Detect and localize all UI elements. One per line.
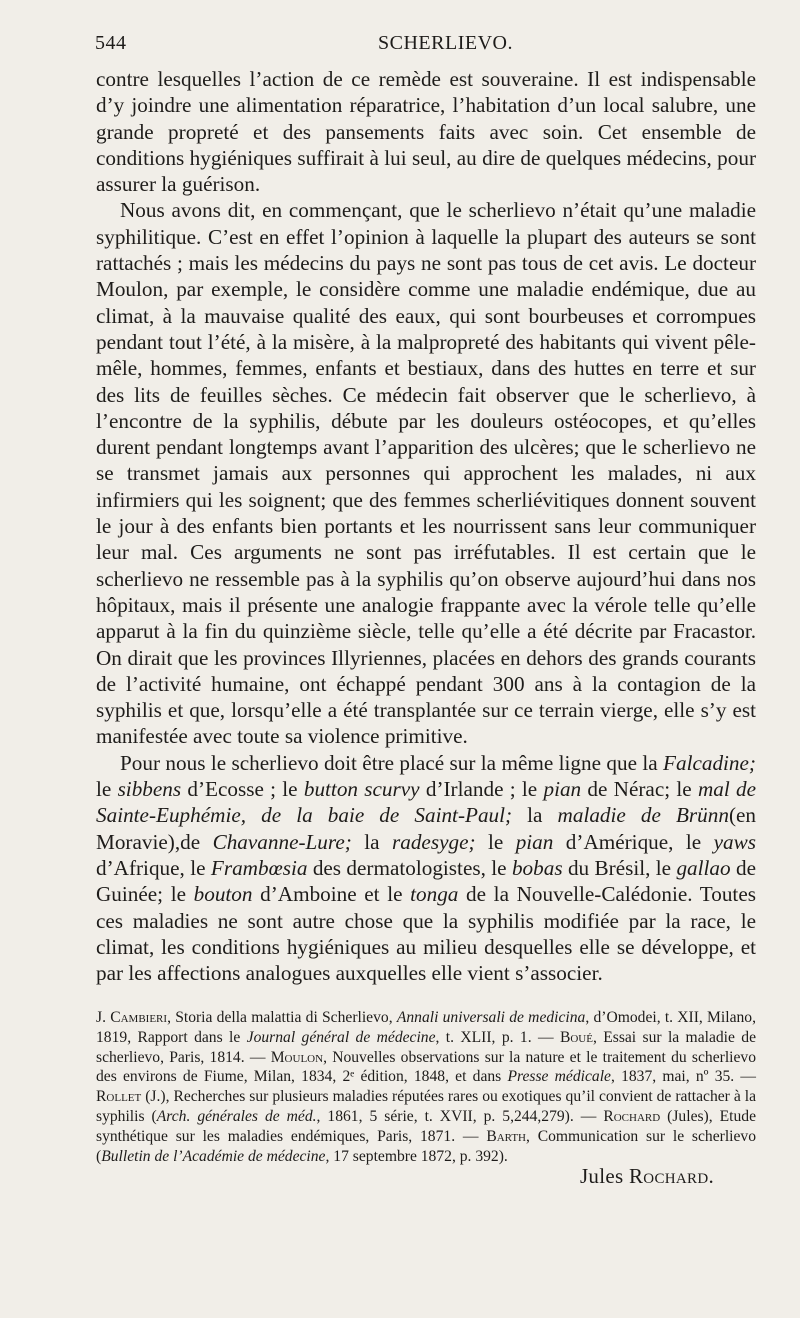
- text-run: la: [351, 829, 392, 854]
- ref-text: , 1861, 5 série, t. XVII, p. 5,244,279). —: [316, 1107, 604, 1125]
- disease-name: pian: [543, 777, 582, 802]
- ref-text: , 1837, mai, nº 35. —: [610, 1068, 756, 1086]
- ref-author: Cambieri: [110, 1009, 168, 1026]
- ref-text: , t. XLII, p. 1. —: [435, 1028, 560, 1046]
- text-run: d’Afrique, le: [96, 855, 211, 880]
- disease-name: pian: [515, 829, 554, 854]
- ref-journal: Arch. générales de méd.: [156, 1107, 317, 1125]
- ref-text: J.: [96, 1009, 111, 1026]
- ref-text: , Nouvelles observations sur la nature et le traitement du scherlievo des environs de Fiume, Milan, 1834, 2ᵉ édition, 1848, et dans: [96, 1048, 756, 1086]
- ref-journal: Bulletin de l’Académie de médecine,: [101, 1147, 330, 1165]
- text-run: d’Irlande ; le: [419, 777, 544, 802]
- text-run: du Brésil, le: [562, 855, 677, 880]
- main-text: [96, 66, 756, 986]
- text-run: de Guinée; le: [96, 855, 756, 907]
- page-number: 544: [95, 32, 127, 54]
- text-run: (en Moravie),de: [96, 803, 756, 854]
- author-first-name: Jules: [579, 1164, 629, 1188]
- ref-author: Boué: [559, 1028, 593, 1046]
- ref-journal: Journal général de médecine: [246, 1028, 436, 1046]
- text-run: de Nérac; le: [581, 777, 698, 802]
- ref-text: (Jules), Etude synthétique sur les maladies endémiques, Paris, 1871. —: [96, 1107, 757, 1145]
- text-run: le: [96, 777, 118, 802]
- paragraph-continued: contre lesquelles l’action de ce remède est souveraine. Il est indispensable d’y joindre une alimentation réparatrice, l’habitation d’un local salubre, une grande propreté et des pansements faits avec soin. Cet ensemble de conditions hygiéniques suffirait à lui seul, au dire de quelques médecins, pour assurer la guérison.: [96, 67, 756, 197]
- ref-text: (J.), Recherches sur plusieurs maladies réputées rares ou exotiques qu’il convient de rattacher à la syphilis (: [96, 1088, 756, 1125]
- disease-name: sibbens: [117, 777, 182, 802]
- paragraph-classification: [96, 750, 756, 987]
- running-title: SCHERLIEVO.: [378, 32, 513, 54]
- text-run: Pour nous le scherlievo doit être placé sur la même ligne que la: [120, 750, 664, 775]
- bibliography: [96, 1008, 756, 1166]
- disease-name: tonga: [410, 882, 459, 907]
- text-run: d’Ecosse ; le: [181, 777, 304, 802]
- ref-author: Barth: [486, 1127, 526, 1145]
- author-signature: [580, 1164, 714, 1189]
- text-run: d’Amboine et le: [252, 882, 411, 907]
- disease-name: bobas: [511, 855, 563, 880]
- disease-name: Chavanne-Lure;: [212, 829, 352, 854]
- author-last-name: Rochard.: [629, 1164, 714, 1188]
- disease-name: mal de Sainte-Euphémie, de la baie de Saint-Paul;: [96, 777, 756, 828]
- paragraph-syphilis-opinion: Nous avons dit, en commençant, que le scherlievo n’était qu’une maladie syphilitique. C’est en effet l’opinion à laquelle la plupart des auteurs se sont rattachés ; mais les médecins du pays ne sont pas tous de cet avis. Le docteur Moulon, par exemple, le considère comme une maladie endémique, due au climat, à la mauvaise qualité des eaux, qui sont bourbeuses et corrompues pendant tout l’été, à la misère, à la malpropreté des habitants qui vivent pêle-mêle, hommes, femmes, enfants et bestiaux, dans des huttes en terre et sur des lits de feuilles sèches. Ce médecin fait observer que le scherlievo, à l’encontre de la syphilis, débute par les douleurs ostéocopes, et qu’elles durent pendant longtemps avant l’apparition des ulcères; que le scherlievo ne se transmet jamais aux personnes qui approchent les malades, ni aux infirmiers qui les soignent; que des femmes scherliévitiques donnent souvent le jour à des enfants bien portants et les nourrissent sans leur communiquer leur mal. Ces arguments ne sont pas irréfutables. Il est certain que le scherlievo ne ressemble pas à la syphilis qu’on observe aujourd’hui dans nos hôpitaux, mais il présente une analogie frappante avec la vérole telle qu’elle apparut à la fin du quinzième siècle, telle qu’elle a été décrite par Fracastor. On dirait que les provinces Illyriennes, placées en dehors des grands courants de l’activité humaine, ont échappé pendant 300 ans à la contagion de la syphilis et que, lorsqu’elle a été transplantée sur ce terrain vierge, elle s’y est manifestée avec toute sa violence primitive.: [96, 198, 756, 749]
- ref-author: Rochard: [603, 1107, 661, 1125]
- ref-text: 17 septembre 1872, p. 392).: [329, 1147, 508, 1165]
- ref-text: , Essai sur la maladie de scherlievo, Paris, 1814. —: [96, 1028, 757, 1066]
- text-run: d’Amérique, le: [553, 829, 714, 854]
- ref-journal: Presse médicale: [507, 1068, 611, 1086]
- ref-journal: Annali universali de medicina: [396, 1009, 586, 1026]
- bibliography-entry: [96, 1008, 756, 1166]
- disease-name: gallao: [676, 855, 731, 880]
- ref-author: Rollet: [96, 1088, 142, 1106]
- ref-text: , d’Omodei, t. XII, Milano, 1819, Rapport dans le: [96, 1009, 756, 1046]
- disease-name: radesyge;: [391, 829, 476, 854]
- page-header: [95, 32, 756, 60]
- disease-name: bouton: [193, 882, 253, 907]
- text-run: des dermatologistes, le: [307, 855, 512, 880]
- text-run: la: [512, 803, 558, 828]
- disease-name: button scurvy: [303, 777, 420, 802]
- ref-author: Moulon: [270, 1048, 324, 1066]
- text-run: le: [475, 829, 516, 854]
- ref-text: , Communication sur le scherlievo (: [96, 1127, 757, 1165]
- text-run: de la Nouvelle-Calédonie. Toutes ces maladies ne sont autre chose que la syphilis modifiée par la race, le climat, les conditions hygiéniques au milieu desquelles elle se développe, et par les affections analogues auxquelles elle vient s’associer.: [96, 882, 756, 986]
- ref-text: , Storia della malattia di Scherlievo,: [167, 1009, 397, 1026]
- disease-name: Falcadine;: [663, 750, 756, 775]
- disease-name: maladie de Brünn: [557, 803, 729, 828]
- disease-name: Frambœsia: [210, 855, 308, 880]
- disease-name: yaws: [713, 829, 756, 854]
